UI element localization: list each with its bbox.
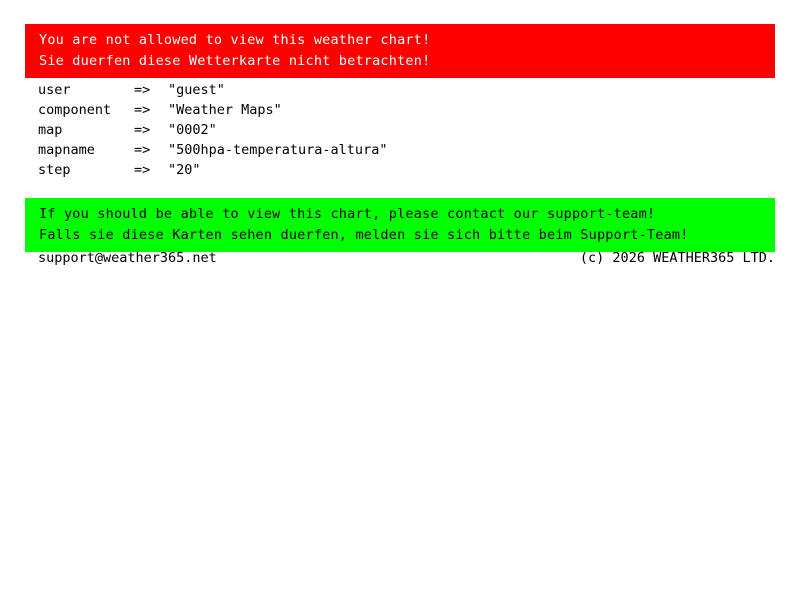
parameter-row-user	[38, 80, 758, 100]
parameter-row-map	[38, 120, 758, 140]
parameter-key: user	[38, 82, 71, 98]
footer	[38, 250, 775, 266]
parameter-row-component	[38, 100, 758, 120]
arrow-glyph: =>	[134, 142, 151, 158]
parameter-key: mapname	[38, 142, 95, 158]
parameter-value: "0002"	[168, 122, 217, 138]
info-banner-line-de: Falls sie diese Karten sehen duerfen, melden sie sich bitte beim Support-Team!	[39, 227, 689, 243]
parameter-value: "Weather Maps"	[168, 102, 282, 118]
error-banner	[25, 24, 775, 78]
error-banner-line-de: Sie duerfen diese Wetterkarte nicht betrachten!	[39, 53, 431, 69]
info-banner-line-en: If you should be able to view this chart, please contact our support-team!	[39, 206, 656, 222]
arrow-glyph: =>	[134, 102, 151, 118]
parameter-row-step	[38, 160, 758, 180]
parameter-key: component	[38, 102, 112, 118]
arrow-glyph: =>	[134, 162, 151, 178]
info-banner	[25, 198, 775, 252]
support-email[interactable]: support@weather365.net	[38, 250, 217, 266]
parameter-value: "500hpa-temperatura-altura"	[168, 142, 388, 158]
parameter-row-mapname	[38, 140, 758, 160]
arrow-glyph: =>	[134, 82, 151, 98]
parameter-value: "20"	[168, 162, 201, 178]
error-banner-line-en: You are not allowed to view this weather chart!	[39, 32, 431, 48]
arrow-glyph: =>	[134, 122, 151, 138]
parameter-list	[38, 80, 758, 180]
parameter-value: "guest"	[168, 82, 225, 98]
parameter-key: step	[38, 162, 71, 178]
copyright-notice: (c) 2026 WEATHER365 LTD.	[579, 250, 775, 266]
parameter-key: map	[38, 122, 63, 138]
